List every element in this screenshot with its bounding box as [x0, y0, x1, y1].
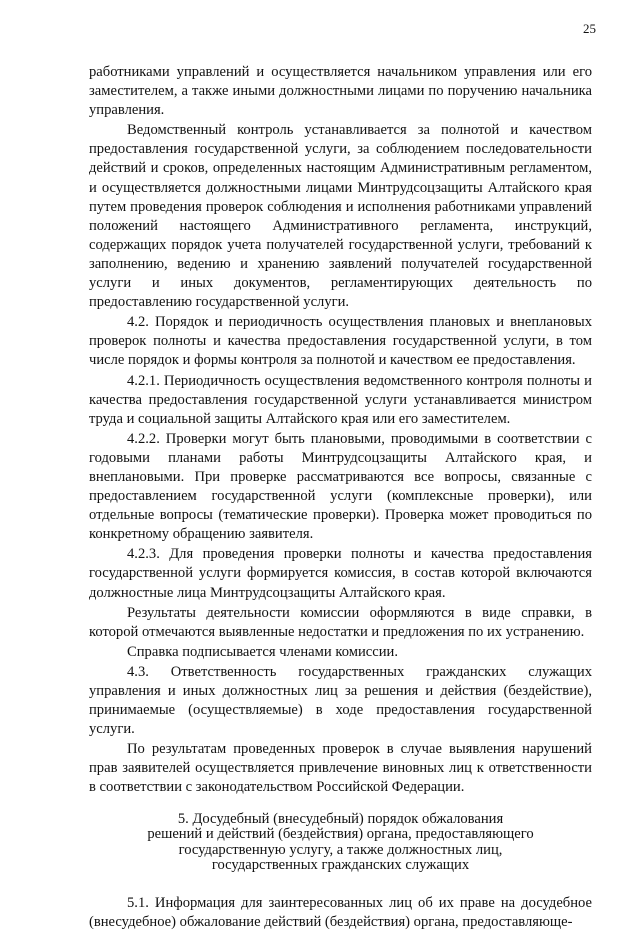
- section-heading-line: государственную услугу, а также должностных лиц,: [178, 841, 503, 858]
- section-heading-line: 5. Досудебный (внесудебный) порядок обжалования: [177, 810, 504, 827]
- section-heading-line: решений и действий (бездействия) органа, предоставляющего: [147, 826, 534, 843]
- page-number: 25: [583, 21, 596, 36]
- document-body: [89, 63, 592, 933]
- paragraph-continuation: работниками управлений и осуществляется начальником управления или его заместителем, а также иными должностными лицами по поручению начальника управления.: [89, 64, 592, 119]
- paragraph-commission-results: Результаты деятельности комиссии оформляются в виде справки, в которой отмечаются выявленные недостатки и предложения по их устранению.: [89, 604, 592, 640]
- paragraph-4-2-2: 4.2.2. Проверки могут быть плановыми, проводимыми в соответствии с годовыми планами работы Минтрудсоцзащиты Алтайского края, и внеплановыми. При проверке рассматриваются все вопросы, связанные с предоставлением государственной услуги (комплексные проверки), или отдельные вопросы (тематические проверки). Проверка может проводиться по конкретному обращению заявителя.: [89, 430, 592, 543]
- section-5-heading: [89, 812, 592, 874]
- paragraph-4-2-3: 4.2.3. Для проведения проверки полноты и качества предоставления государственной услуги формируется комиссия, в состав которой включаются должностные лица Минтрудсоцзащиты Алтайского края.: [89, 546, 592, 601]
- paragraph-departmental-control: Ведомственный контроль устанавливается за полнотой и качеством предоставления государственной услуги, за соблюдением последовательности действий и сроков, определенных настоящим Административным регламентом, и осуществляется должностными лицами Минтрудсоцзащиты Алтайского края путем проведения проверок соблюдения и исполнения работниками управлений положений настоящего Административного регламента, инструкций, содержащих порядок учета получателей государственной услуги, требований к заполнению, ведению и хранению заявлений получателей государственной услуги и иных документов, регламентирующих деятельность по предоставлению государственной услуги.: [89, 122, 592, 311]
- section-heading-line: государственных гражданских служащих: [211, 857, 470, 874]
- paragraph-4-3: 4.3. Ответственность государственных гражданских служащих управления и иных должностных лиц за решения и действия (бездействие), принимаемые (осуществляемые) в ходе предоставления государственной услуги.: [89, 663, 592, 738]
- paragraph-report-signing: Справка подписывается членами комиссии.: [127, 643, 398, 660]
- paragraph-5-1: 5.1. Информация для заинтересованных лиц об их праве на досудебное (внесудебное) обжалование действий (бездействия) органа, предоставляюще-: [89, 894, 592, 930]
- paragraph-4-2: 4.2. Порядок и периодичность осуществления плановых и внеплановых проверок полноты и качества предоставления государственной услуги, в том числе порядок и формы контроля за полнотой и качеством ее предоставления.: [89, 314, 592, 369]
- paragraph-liability: По результатам проведенных проверок в случае выявления нарушений прав заявителей осуществляется привлечение виновных лиц к ответственности в соответствии с законодательством Российской Федерации.: [89, 741, 592, 796]
- paragraph-4-2-1: 4.2.1. Периодичность осуществления ведомственного контроля полноты и качества предоставления государственной услуги устанавливается министром труда и социальной защиты Алтайского края или его заместителем.: [89, 372, 592, 427]
